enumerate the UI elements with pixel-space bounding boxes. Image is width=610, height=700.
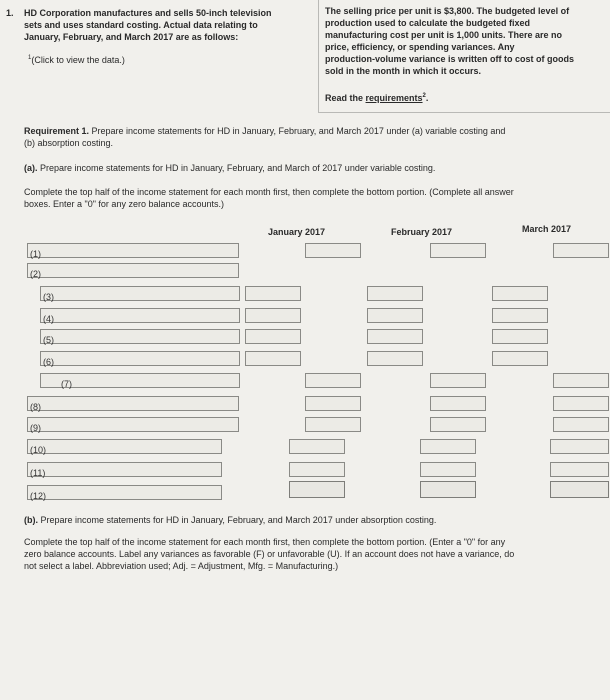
- part-b-instr-line: zero balance accounts. Label any variances as favorable (F) or unfavorable (U). If an account does not have a variance, do: [24, 549, 515, 559]
- mar-input-row1[interactable]: [553, 243, 609, 258]
- row-label-text: (3): [43, 292, 54, 302]
- part-b-label: (b).: [24, 515, 38, 525]
- row-label-text: (6): [43, 357, 54, 367]
- jan-input-row1[interactable]: [305, 243, 361, 258]
- mar-input-row11[interactable]: [550, 462, 609, 477]
- detail-line: sold in the month in which it occurs.: [325, 66, 482, 76]
- mar-input-row4[interactable]: [492, 308, 548, 323]
- feb-input-row9[interactable]: [430, 417, 486, 432]
- header-horizontal-divider: [318, 112, 610, 113]
- feb-input-row5[interactable]: [367, 329, 423, 344]
- row-label-text: (5): [43, 335, 54, 345]
- row-label-text: (2): [30, 269, 41, 279]
- row-label-6[interactable]: [40, 351, 240, 366]
- row-label-2[interactable]: [27, 263, 239, 278]
- feb-input-row11[interactable]: [420, 462, 476, 477]
- requirement-1: [24, 125, 610, 149]
- row-label-9[interactable]: [27, 417, 239, 432]
- row-label-text: (1): [30, 249, 41, 259]
- requirement-1-line1: Prepare income statements for HD in January, February, and March 2017 under (a) variable costing and: [89, 126, 506, 136]
- jan-input-row8[interactable]: [305, 396, 361, 411]
- jan-input-row12[interactable]: [289, 481, 345, 498]
- row-label-text: (9): [30, 423, 41, 433]
- feb-input-row1[interactable]: [430, 243, 486, 258]
- feb-input-row8[interactable]: [430, 396, 486, 411]
- col-header-march: March 2017: [522, 224, 572, 234]
- detail-line: manufacturing cost per unit is 1,000 units. There are no: [325, 30, 563, 40]
- mar-input-row12[interactable]: [550, 481, 609, 498]
- jan-input-row6[interactable]: [245, 351, 301, 366]
- requirements-link[interactable]: requirements: [365, 93, 423, 103]
- data-link-text: (Click to view the data.): [31, 55, 125, 65]
- part-a-text: Prepare income statements for HD in January, February, and March of 2017 under variable costing.: [37, 163, 436, 173]
- jan-input-row11[interactable]: [289, 462, 345, 477]
- detail-line: production used to calculate the budgeted fixed: [325, 18, 531, 28]
- detail-line: The selling price per unit is $3,800. The budgeted level of: [325, 6, 570, 16]
- part-a-heading: [24, 162, 610, 174]
- part-b-heading: [24, 514, 610, 526]
- col-header-january: January 2017: [268, 227, 326, 237]
- requirement-1-label: Requirement 1.: [24, 126, 90, 136]
- row-label-10[interactable]: [27, 439, 222, 454]
- jan-input-row4[interactable]: [245, 308, 301, 323]
- part-b-instr-line: Complete the top half of the income statement for each month first, then complete the bottom portion. (Enter a "0" for any: [24, 537, 506, 547]
- row-label-text: (8): [30, 402, 41, 412]
- header-vertical-divider: [318, 0, 319, 112]
- col-header-february: February 2017: [391, 227, 453, 237]
- detail-line: price, efficiency, or spending variances. Any: [325, 42, 515, 52]
- mar-input-row10[interactable]: [550, 439, 609, 454]
- jan-input-row5[interactable]: [245, 329, 301, 344]
- view-data-link[interactable]: [28, 52, 125, 66]
- mar-input-row5[interactable]: [492, 329, 548, 344]
- requirements-end: .: [425, 93, 429, 103]
- row-label-1[interactable]: [27, 243, 239, 258]
- part-b-text: Prepare income statements for HD in January, February, and March 2017 under absorption costing.: [38, 515, 437, 525]
- intro-line: January, February, and March 2017 are as follows:: [24, 32, 239, 42]
- requirements-sup: 2: [422, 93, 426, 99]
- data-link-sup: 1: [28, 55, 32, 61]
- jan-input-row7[interactable]: [305, 373, 361, 388]
- feb-input-row7[interactable]: [430, 373, 486, 388]
- part-a-instr-line: boxes. Enter a "0" for any zero balance accounts.): [24, 199, 224, 209]
- mar-input-row8[interactable]: [553, 396, 609, 411]
- intro-line: sets and uses standard costing. Actual data relating to: [24, 20, 258, 30]
- mar-input-row6[interactable]: [492, 351, 548, 366]
- row-label-8[interactable]: [27, 396, 239, 411]
- detail-line: production-volume variance is written off to cost of goods: [325, 54, 575, 64]
- row-label-3[interactable]: [40, 286, 240, 301]
- read-text: Read the: [325, 93, 366, 103]
- requirement-1-line2: (b) absorption costing.: [24, 138, 114, 148]
- row-label-text: (10): [30, 445, 47, 455]
- mar-input-row7[interactable]: [553, 373, 609, 388]
- row-label-text: (12): [30, 491, 47, 501]
- question-number: 1.: [6, 8, 14, 18]
- part-a-instructions: [24, 186, 610, 210]
- feb-input-row12[interactable]: [420, 481, 476, 498]
- jan-input-row10[interactable]: [289, 439, 345, 454]
- feb-input-row4[interactable]: [367, 308, 423, 323]
- intro-line: HD Corporation manufactures and sells 50-inch television: [24, 8, 272, 18]
- part-a-label: (a).: [24, 163, 38, 173]
- row-label-7[interactable]: [40, 373, 240, 388]
- part-b-instr-line: not select a label. Abbreviation used; Adj. = Adjustment, Mfg. = Manufacturing.): [24, 561, 339, 571]
- part-a-instr-line: Complete the top half of the income statement for each month first, then complete the bottom portion. (Complete all answer: [24, 187, 514, 197]
- mar-input-row9[interactable]: [553, 417, 609, 432]
- part-b-instructions: [24, 536, 610, 572]
- row-label-text: (7): [61, 379, 72, 389]
- read-requirements: [325, 90, 428, 104]
- question-intro: [24, 7, 304, 43]
- row-label-text: (4): [43, 314, 54, 324]
- mar-input-row3[interactable]: [492, 286, 548, 301]
- row-label-text: (11): [30, 468, 46, 478]
- jan-input-row9[interactable]: [305, 417, 361, 432]
- problem-details: [325, 5, 610, 77]
- feb-input-row3[interactable]: [367, 286, 423, 301]
- jan-input-row3[interactable]: [245, 286, 301, 301]
- feb-input-row10[interactable]: [420, 439, 476, 454]
- row-label-12[interactable]: [27, 485, 222, 500]
- row-label-4[interactable]: [40, 308, 240, 323]
- row-label-5[interactable]: [40, 329, 240, 344]
- row-label-11[interactable]: [27, 462, 222, 477]
- feb-input-row6[interactable]: [367, 351, 423, 366]
